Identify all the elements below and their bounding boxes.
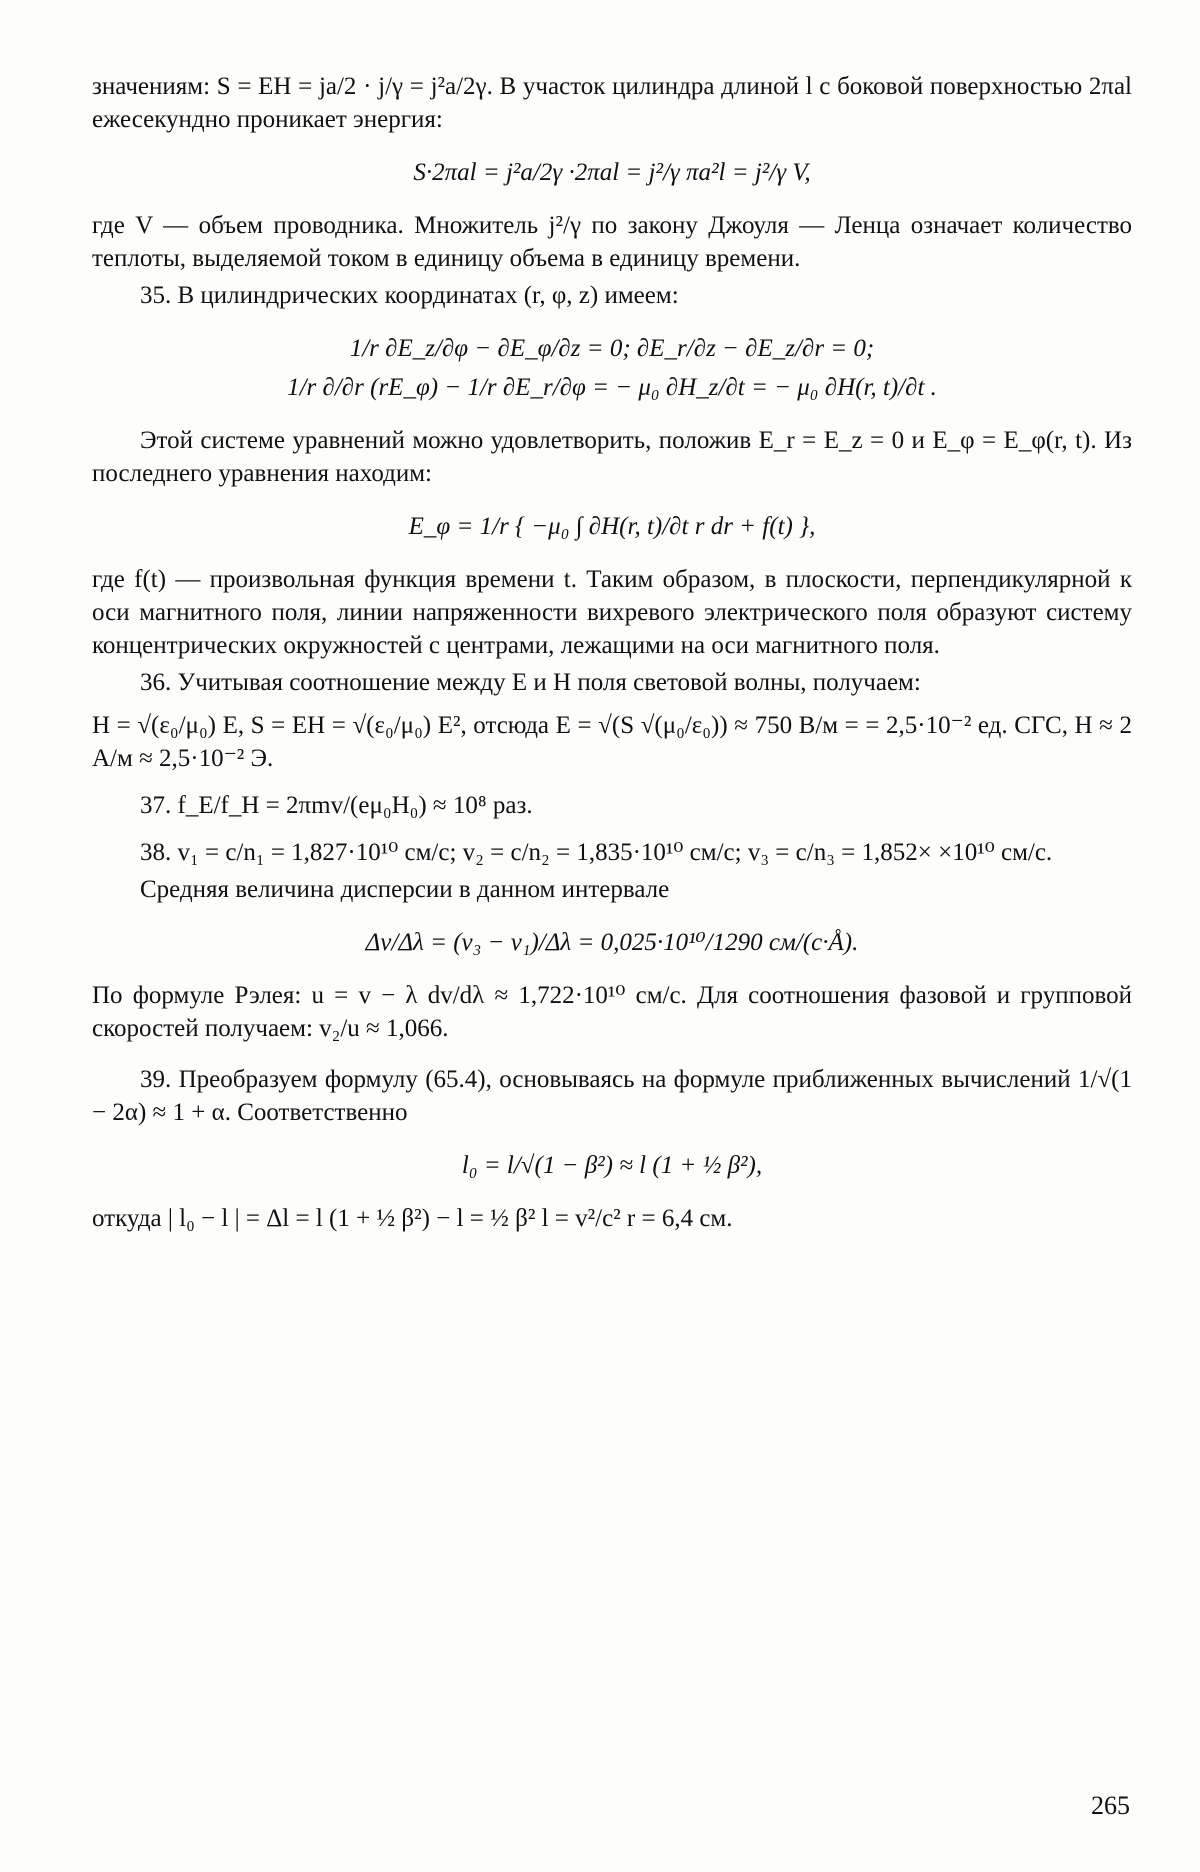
equation-dispersion: Δv/Δλ = (v₃ − v₁)/Δλ = 0,025·10¹⁰/1290 см/(с·Å).: [365, 929, 859, 956]
equation-joule-power: S·2πal = j²a/2γ ·2πal = j²/γ πa²l = j²/γ V,: [413, 159, 811, 186]
paragraph-rayleigh: По формуле Рэлея: u = v − λ dv/dλ ≈ 1,722·10¹⁰ см/с. Для соотношения фазовой и групповой скоростей получаем: v₂/u ≈ 1,066.: [92, 982, 1132, 1042]
page-number: 265: [1091, 1791, 1130, 1820]
paragraph-problem-39: 39. Преобразуем формулу (65.4), основываясь на формуле приближенных вычислений 1/√(1 − 2α) ≈ 1 + α. Соответственно: [92, 1066, 1132, 1126]
paragraph-problem-35: 35. В цилиндрических координатах (r, φ, z) имеем:: [140, 282, 679, 309]
paragraph-joule-lenz: где V — объем проводника. Множитель j²/γ по закону Джоуля — Ленца означает количество теплоты, выделяемой током в единицу объема в единицу времени.: [92, 212, 1132, 272]
paragraph-problem-38: 38. v₁ = c/n₁ = 1,827·10¹⁰ см/с; v₂ = c/n₂ = 1,835·10¹⁰ см/с; v₃ = c/n₃ = 1,852× ×10¹⁰ см/с.: [140, 839, 1053, 866]
paragraph-system-solution: Этой системе уравнений можно удовлетворить, положив E_r = E_z = 0 и E_φ = E_φ(r, t). Из последнего уравнения находим:: [92, 427, 1132, 487]
paragraph-field-lines: где f(t) — произвольная функция времени t. Таким образом, в плоскости, перпендикулярной к оси магнитного поля, линии напряженности вихревого электрического поля образуют систему концентрических окружностей с центрами, лежащими на оси магнитного поля.: [92, 566, 1132, 659]
spacer: [92, 1049, 1132, 1063]
equation-curl-2: 1/r ∂/∂r (rE_φ) − 1/r ∂E_r/∂φ = − μ₀ ∂H_z/∂t = − μ₀ ∂H(r, t)/∂t .: [287, 374, 937, 401]
equation-e-phi: E_φ = 1/r { −μ₀ ∫ ∂H(r, t)/∂t r dr + f(t) },: [408, 513, 816, 540]
equation-curl-1: 1/r ∂E_z/∂φ − ∂E_φ/∂z = 0; ∂E_r/∂z − ∂E_z/∂r = 0;: [349, 335, 875, 362]
paragraph-energy-flux: значениям: S = EH = ja/2 · j/γ = j²a/2γ. В участок цилиндра длиной l с боковой поверхностью 2πal ежесекундно проникает энергия:: [92, 73, 1132, 133]
equation-length-contraction: l₀ = l/√(1 − β²) ≈ l (1 + ½ β²),: [461, 1152, 763, 1179]
page-body: [92, 70, 1132, 1239]
paragraph-problem-37: 37. f_E/f_H = 2πmv/(eμ₀H₀) ≈ 10⁸ раз.: [140, 792, 533, 819]
paragraph-problem-36: 36. Учитывая соотношение между E и H поля световой волны, получаем:: [140, 669, 921, 696]
paragraph-wave-field-values: H = √(ε₀/μ₀) E, S = EH = √(ε₀/μ₀) E², отсюда E = √(S √(μ₀/ε₀)) ≈ 750 В/м = = 2,5·10⁻² ед. СГС, H ≈ 2 А/м ≈ 2,5·10⁻² Э.: [92, 712, 1132, 772]
paragraph-dispersion-intro: Средняя величина дисперсии в данном интервале: [140, 876, 670, 903]
paragraph-delta-l: откуда | l₀ − l | = Δl = l (1 + ½ β²) − l = ½ β² l = v²/c² r = 6,4 см.: [92, 1205, 733, 1232]
